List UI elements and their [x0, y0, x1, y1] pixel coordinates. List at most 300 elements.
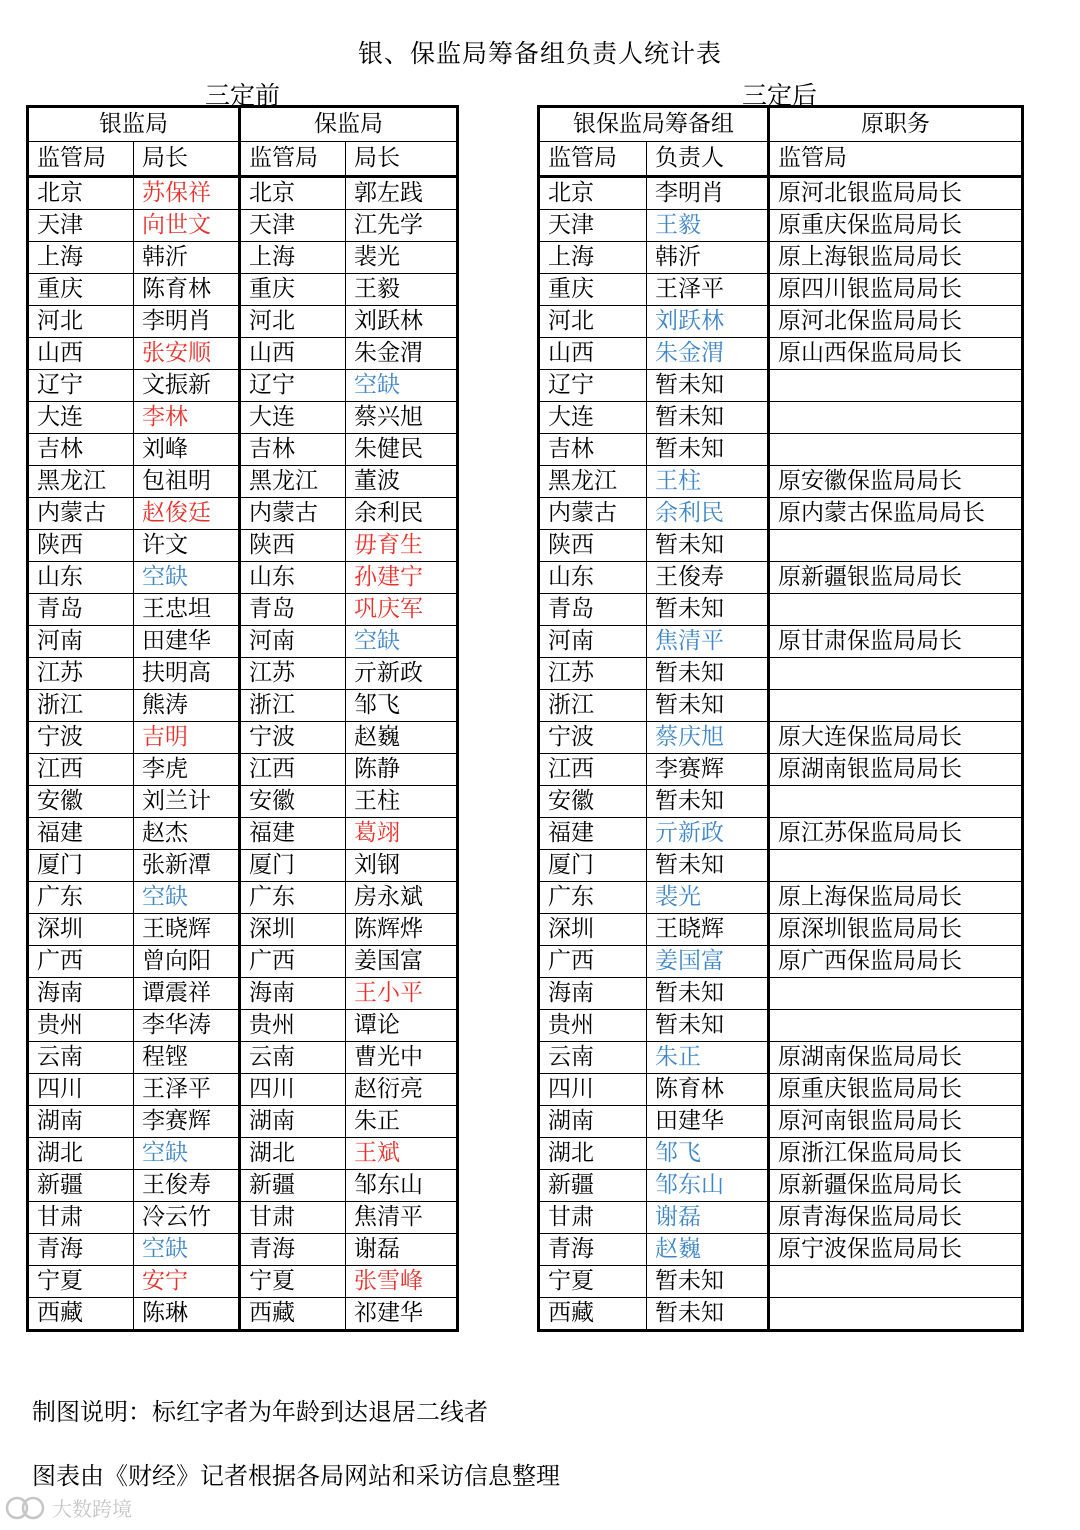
previous-role-cell: [769, 850, 1023, 882]
before-table-row: [28, 1106, 458, 1138]
before-table-row: [28, 914, 458, 946]
after-table-row: [539, 850, 1023, 882]
insurance-region-cell: 广西: [240, 946, 346, 978]
bank-region-cell: 浙江: [28, 690, 134, 722]
previous-role-cell: [769, 786, 1023, 818]
before-table: [26, 105, 459, 1332]
bank-head-cell: 曾向阳: [134, 946, 240, 978]
watermark-text: 大数跨境: [52, 1497, 132, 1521]
after-table-row: [539, 786, 1023, 818]
prep-region-cell: 广西: [539, 946, 647, 978]
after-table-row: [539, 882, 1023, 914]
after-table-row: [539, 1106, 1023, 1138]
insurance-region-cell: 安徽: [240, 786, 346, 818]
prep-region-header: 监管局: [539, 142, 647, 177]
after-table-row: [539, 946, 1023, 978]
insurance-head-cell: 朱正: [346, 1106, 458, 1138]
insurance-head-cell: 陈静: [346, 754, 458, 786]
bank-region-cell: 广东: [28, 882, 134, 914]
insurance-region-cell: 内蒙古: [240, 498, 346, 530]
previous-role-cell: [769, 978, 1023, 1010]
previous-role-cell: [769, 370, 1023, 402]
previous-role-cell: 原重庆保监局局长: [769, 210, 1023, 242]
after-table-row: [539, 274, 1023, 306]
insurance-head-cell: 王小平: [346, 978, 458, 1010]
bank-region-cell: 新疆: [28, 1170, 134, 1202]
bank-head-cell: 李明肖: [134, 306, 240, 338]
prep-person-cell: 暂未知: [647, 1266, 769, 1298]
prep-person-cell: 姜国富: [647, 946, 769, 978]
bank-region-cell: 吉林: [28, 434, 134, 466]
insurance-head-cell: 房永斌: [346, 882, 458, 914]
bank-region-cell: 安徽: [28, 786, 134, 818]
bank-head-cell: 赵俊廷: [134, 498, 240, 530]
bank-region-cell: 湖北: [28, 1138, 134, 1170]
bank-region-cell: 北京: [28, 177, 134, 210]
previous-role-header: 原职务: [769, 107, 1023, 142]
insurance-head-cell: 曹光中: [346, 1042, 458, 1074]
previous-role-cell: [769, 1266, 1023, 1298]
previous-role-cell: [769, 1298, 1023, 1331]
bank-head-cell: 韩沂: [134, 242, 240, 274]
previous-role-cell: [769, 434, 1023, 466]
insurance-region-cell: 深圳: [240, 914, 346, 946]
previous-role-cell: 原山西保监局局长: [769, 338, 1023, 370]
prep-region-cell: 海南: [539, 978, 647, 1010]
bank-head-cell: 空缺: [134, 882, 240, 914]
before-table-row: [28, 177, 458, 210]
prep-person-cell: 王柱: [647, 466, 769, 498]
prep-person-cell: 暂未知: [647, 786, 769, 818]
bank-head-cell: 扶明高: [134, 658, 240, 690]
bank-head-cell: 王忠坦: [134, 594, 240, 626]
prep-region-cell: 重庆: [539, 274, 647, 306]
previous-role-cell: 原湖南保监局局长: [769, 1042, 1023, 1074]
bank-head-cell: 赵杰: [134, 818, 240, 850]
insurance-head-cell: 王斌: [346, 1138, 458, 1170]
bank-head-cell: 李赛辉: [134, 1106, 240, 1138]
bank-region-cell: 海南: [28, 978, 134, 1010]
insurance-region-cell: 江西: [240, 754, 346, 786]
bank-region-cell: 内蒙古: [28, 498, 134, 530]
after-table-row: [539, 1234, 1023, 1266]
bank-head-cell: 许文: [134, 530, 240, 562]
bank-head-cell: 李华涛: [134, 1010, 240, 1042]
bank-region-cell: 辽宁: [28, 370, 134, 402]
prep-region-cell: 辽宁: [539, 370, 647, 402]
before-table-row: [28, 1074, 458, 1106]
previous-role-cell: 原四川银监局局长: [769, 274, 1023, 306]
bank-head-cell: 王泽平: [134, 1074, 240, 1106]
before-table-row: [28, 1234, 458, 1266]
bank-region-cell: 黑龙江: [28, 466, 134, 498]
before-table-row: [28, 274, 458, 306]
previous-role-cell: 原安徽保监局局长: [769, 466, 1023, 498]
bank-head-header: 局长: [134, 142, 240, 177]
insurance-head-cell: 董波: [346, 466, 458, 498]
prep-region-cell: 江苏: [539, 658, 647, 690]
after-table-row: [539, 594, 1023, 626]
insurance-head-cell: 朱健民: [346, 434, 458, 466]
prep-region-cell: 湖北: [539, 1138, 647, 1170]
before-table-row: [28, 370, 458, 402]
prep-region-cell: 甘肃: [539, 1202, 647, 1234]
after-table-row: [539, 914, 1023, 946]
prep-region-cell: 天津: [539, 210, 647, 242]
bank-head-cell: 田建华: [134, 626, 240, 658]
insurance-region-cell: 山西: [240, 338, 346, 370]
insurance-head-cell: 空缺: [346, 626, 458, 658]
insurance-region-cell: 西藏: [240, 1298, 346, 1331]
after-table-row: [539, 1170, 1023, 1202]
prep-region-cell: 吉林: [539, 434, 647, 466]
insurance-region-cell: 宁夏: [240, 1266, 346, 1298]
after-table-row: [539, 242, 1023, 274]
previous-role-cell: 原上海银监局局长: [769, 242, 1023, 274]
bank-region-cell: 广西: [28, 946, 134, 978]
bank-region-cell: 甘肃: [28, 1202, 134, 1234]
before-table-row: [28, 1202, 458, 1234]
previous-role-cell: [769, 690, 1023, 722]
insurance-head-cell: 刘钢: [346, 850, 458, 882]
prep-region-cell: 四川: [539, 1074, 647, 1106]
before-table-row: [28, 1170, 458, 1202]
insurance-head-cell: 祁建华: [346, 1298, 458, 1331]
prep-person-cell: 李赛辉: [647, 754, 769, 786]
prep-person-cell: 李明肖: [647, 177, 769, 210]
prep-region-cell: 内蒙古: [539, 498, 647, 530]
after-table-row: [539, 177, 1023, 210]
prep-region-cell: 浙江: [539, 690, 647, 722]
previous-role-cell: 原上海保监局局长: [769, 882, 1023, 914]
bank-head-cell: 向世文: [134, 210, 240, 242]
bank-head-cell: 陈琳: [134, 1298, 240, 1331]
after-table-row: [539, 498, 1023, 530]
insurance-region-header: 监管局: [240, 142, 346, 177]
before-table-row: [28, 210, 458, 242]
bank-region-cell: 大连: [28, 402, 134, 434]
insurance-region-cell: 北京: [240, 177, 346, 210]
previous-role-cell: [769, 1010, 1023, 1042]
bank-region-cell: 深圳: [28, 914, 134, 946]
prep-region-cell: 广东: [539, 882, 647, 914]
insurance-region-cell: 海南: [240, 978, 346, 1010]
after-table-row: [539, 402, 1023, 434]
insurance-region-cell: 福建: [240, 818, 346, 850]
prep-region-cell: 福建: [539, 818, 647, 850]
after-table-row: [539, 978, 1023, 1010]
previous-role-cell: 原深圳银监局局长: [769, 914, 1023, 946]
bank-head-cell: 苏保祥: [134, 177, 240, 210]
prep-person-cell: 暂未知: [647, 658, 769, 690]
prep-region-cell: 山东: [539, 562, 647, 594]
after-table-row: [539, 722, 1023, 754]
prep-person-cell: 暂未知: [647, 690, 769, 722]
after-table-row: [539, 1298, 1023, 1331]
bank-region-cell: 河北: [28, 306, 134, 338]
insurance-head-cell: 谢磊: [346, 1234, 458, 1266]
source-note: 图表由《财经》记者根据各局网站和采访信息整理: [32, 1462, 560, 1490]
bank-head-cell: 安宁: [134, 1266, 240, 1298]
before-table-row: [28, 690, 458, 722]
after-table-row: [539, 210, 1023, 242]
previous-role-cell: 原甘肃保监局局长: [769, 626, 1023, 658]
insurance-region-cell: 河北: [240, 306, 346, 338]
bank-region-cell: 江西: [28, 754, 134, 786]
before-table-row: [28, 1138, 458, 1170]
prep-person-cell: 王毅: [647, 210, 769, 242]
before-table-row: [28, 306, 458, 338]
prep-group-header: 银保监局筹备组: [539, 107, 769, 142]
bank-head-cell: 程铿: [134, 1042, 240, 1074]
bank-head-cell: 张新潭: [134, 850, 240, 882]
bank-region-cell: 福建: [28, 818, 134, 850]
after-table-row: [539, 1010, 1023, 1042]
after-table-row: [539, 1266, 1023, 1298]
before-table-row: [28, 434, 458, 466]
after-table-row: [539, 1202, 1023, 1234]
prep-region-cell: 陕西: [539, 530, 647, 562]
insurance-region-cell: 青海: [240, 1234, 346, 1266]
bank-region-cell: 宁波: [28, 722, 134, 754]
bank-head-cell: 吉明: [134, 722, 240, 754]
previous-role-cell: 原重庆银监局局长: [769, 1074, 1023, 1106]
prep-region-cell: 河南: [539, 626, 647, 658]
insurance-region-cell: 甘肃: [240, 1202, 346, 1234]
insurance-head-cell: 赵巍: [346, 722, 458, 754]
insurance-head-cell: 王柱: [346, 786, 458, 818]
bank-head-cell: 空缺: [134, 1234, 240, 1266]
before-table-row: [28, 242, 458, 274]
previous-role-cell: 原河北银监局局长: [769, 177, 1023, 210]
previous-role-cell: [769, 658, 1023, 690]
prep-region-cell: 新疆: [539, 1170, 647, 1202]
insurance-head-cell: 张雪峰: [346, 1266, 458, 1298]
prep-person-cell: 暂未知: [647, 850, 769, 882]
insurance-head-cell: 巩庆军: [346, 594, 458, 626]
bank-region-cell: 陕西: [28, 530, 134, 562]
insurance-region-cell: 山东: [240, 562, 346, 594]
insurance-region-cell: 湖北: [240, 1138, 346, 1170]
insurance-group-header: 保监局: [240, 107, 458, 142]
prep-region-cell: 深圳: [539, 914, 647, 946]
after-table-row: [539, 370, 1023, 402]
previous-role-cell: 原河南银监局局长: [769, 1106, 1023, 1138]
bank-region-cell: 四川: [28, 1074, 134, 1106]
insurance-region-cell: 新疆: [240, 1170, 346, 1202]
bank-head-cell: 陈育林: [134, 274, 240, 306]
prep-person-cell: 亓新政: [647, 818, 769, 850]
insurance-head-header: 局长: [346, 142, 458, 177]
bank-region-header: 监管局: [28, 142, 134, 177]
before-table-row: [28, 1010, 458, 1042]
insurance-region-cell: 云南: [240, 1042, 346, 1074]
prep-person-cell: 刘跃林: [647, 306, 769, 338]
previous-role-cell: 原宁波保监局局长: [769, 1234, 1023, 1266]
after-table-row: [539, 1138, 1023, 1170]
insurance-region-cell: 黑龙江: [240, 466, 346, 498]
bank-head-cell: 空缺: [134, 1138, 240, 1170]
insurance-region-cell: 江苏: [240, 658, 346, 690]
before-table-row: [28, 402, 458, 434]
prep-region-cell: 安徽: [539, 786, 647, 818]
prep-region-cell: 北京: [539, 177, 647, 210]
prep-person-cell: 裴光: [647, 882, 769, 914]
before-table-row: [28, 1266, 458, 1298]
bank-head-cell: 谭震祥: [134, 978, 240, 1010]
prep-region-cell: 青海: [539, 1234, 647, 1266]
insurance-region-cell: 河南: [240, 626, 346, 658]
after-table-row: [539, 466, 1023, 498]
prep-person-cell: 暂未知: [647, 530, 769, 562]
previous-region-header: 监管局: [769, 142, 1023, 177]
insurance-region-cell: 广东: [240, 882, 346, 914]
bank-region-cell: 上海: [28, 242, 134, 274]
prep-region-cell: 黑龙江: [539, 466, 647, 498]
before-table-row: [28, 466, 458, 498]
before-table-row: [28, 850, 458, 882]
prep-person-cell: 王俊寿: [647, 562, 769, 594]
bank-region-cell: 山西: [28, 338, 134, 370]
bank-region-cell: 山东: [28, 562, 134, 594]
previous-role-cell: 原新疆银监局局长: [769, 562, 1023, 594]
insurance-head-cell: 朱金渭: [346, 338, 458, 370]
insurance-region-cell: 四川: [240, 1074, 346, 1106]
prep-person-cell: 邹飞: [647, 1138, 769, 1170]
previous-role-cell: 原湖南银监局局长: [769, 754, 1023, 786]
bank-head-cell: 冷云竹: [134, 1202, 240, 1234]
prep-region-cell: 西藏: [539, 1298, 647, 1331]
previous-role-cell: [769, 594, 1023, 626]
prep-person-cell: 暂未知: [647, 434, 769, 466]
prep-region-cell: 山西: [539, 338, 647, 370]
insurance-region-cell: 青岛: [240, 594, 346, 626]
bank-head-cell: 王晓辉: [134, 914, 240, 946]
insurance-head-cell: 郭左践: [346, 177, 458, 210]
insurance-region-cell: 重庆: [240, 274, 346, 306]
bank-region-cell: 天津: [28, 210, 134, 242]
prep-region-cell: 河北: [539, 306, 647, 338]
legend-note: 制图说明：标红字者为年龄到达退居二线者: [32, 1398, 488, 1426]
before-table-row: [28, 946, 458, 978]
after-table-row: [539, 530, 1023, 562]
insurance-region-cell: 天津: [240, 210, 346, 242]
prep-person-header: 负责人: [647, 142, 769, 177]
bank-region-cell: 厦门: [28, 850, 134, 882]
bank-region-cell: 青岛: [28, 594, 134, 626]
insurance-head-cell: 空缺: [346, 370, 458, 402]
after-table-row: [539, 434, 1023, 466]
previous-role-cell: 原浙江保监局局长: [769, 1138, 1023, 1170]
insurance-region-cell: 浙江: [240, 690, 346, 722]
before-caption: 三定前: [205, 81, 281, 110]
insurance-head-cell: 余利民: [346, 498, 458, 530]
after-table-row: [539, 626, 1023, 658]
previous-role-cell: [769, 402, 1023, 434]
prep-person-cell: 暂未知: [647, 594, 769, 626]
before-table-row: [28, 1298, 458, 1331]
prep-person-cell: 暂未知: [647, 978, 769, 1010]
watermark: [4, 1493, 132, 1522]
after-table-row: [539, 690, 1023, 722]
prep-region-cell: 宁波: [539, 722, 647, 754]
bank-group-header: 银监局: [28, 107, 240, 142]
before-table-row: [28, 530, 458, 562]
after-table-row: [539, 338, 1023, 370]
after-table-row: [539, 306, 1023, 338]
bank-head-cell: 李虎: [134, 754, 240, 786]
after-caption: 三定后: [742, 81, 818, 110]
bank-head-cell: 张安顺: [134, 338, 240, 370]
insurance-region-cell: 陕西: [240, 530, 346, 562]
prep-person-cell: 王泽平: [647, 274, 769, 306]
insurance-head-cell: 孙建宁: [346, 562, 458, 594]
prep-person-cell: 赵巍: [647, 1234, 769, 1266]
before-table-row: [28, 626, 458, 658]
insurance-head-cell: 毋育生: [346, 530, 458, 562]
bank-region-cell: 重庆: [28, 274, 134, 306]
insurance-region-cell: 宁波: [240, 722, 346, 754]
insurance-head-cell: 邹东山: [346, 1170, 458, 1202]
bank-head-cell: 刘兰计: [134, 786, 240, 818]
previous-role-cell: 原河北保监局局长: [769, 306, 1023, 338]
before-table-row: [28, 338, 458, 370]
prep-region-cell: 宁夏: [539, 1266, 647, 1298]
bank-head-cell: 李林: [134, 402, 240, 434]
before-table-row: [28, 818, 458, 850]
bank-head-cell: 熊涛: [134, 690, 240, 722]
bank-head-cell: 文振新: [134, 370, 240, 402]
before-table-row: [28, 754, 458, 786]
bank-region-cell: 青海: [28, 1234, 134, 1266]
prep-person-cell: 朱金渭: [647, 338, 769, 370]
insurance-head-cell: 刘跃林: [346, 306, 458, 338]
insurance-head-cell: 赵衍亮: [346, 1074, 458, 1106]
prep-region-cell: 上海: [539, 242, 647, 274]
after-table-row: [539, 754, 1023, 786]
insurance-head-cell: 姜国富: [346, 946, 458, 978]
previous-role-cell: 原内蒙古保监局局长: [769, 498, 1023, 530]
after-table: [537, 105, 1024, 1332]
prep-person-cell: 陈育林: [647, 1074, 769, 1106]
before-table-row: [28, 722, 458, 754]
insurance-head-cell: 亓新政: [346, 658, 458, 690]
bank-region-cell: 宁夏: [28, 1266, 134, 1298]
prep-person-cell: 韩沂: [647, 242, 769, 274]
prep-region-cell: 青岛: [539, 594, 647, 626]
insurance-head-cell: 裴光: [346, 242, 458, 274]
insurance-region-cell: 湖南: [240, 1106, 346, 1138]
prep-person-cell: 暂未知: [647, 1298, 769, 1331]
before-table-row: [28, 658, 458, 690]
bank-region-cell: 西藏: [28, 1298, 134, 1331]
previous-role-cell: 原广西保监局局长: [769, 946, 1023, 978]
prep-person-cell: 王晓辉: [647, 914, 769, 946]
prep-person-cell: 暂未知: [647, 370, 769, 402]
insurance-region-cell: 厦门: [240, 850, 346, 882]
bank-region-cell: 湖南: [28, 1106, 134, 1138]
previous-role-cell: 原大连保监局局长: [769, 722, 1023, 754]
insurance-head-cell: 邹飞: [346, 690, 458, 722]
bank-head-cell: 空缺: [134, 562, 240, 594]
insurance-head-cell: 谭论: [346, 1010, 458, 1042]
prep-person-cell: 邹东山: [647, 1170, 769, 1202]
page-title: 银、保监局筹备组负责人统计表: [357, 39, 722, 68]
insurance-region-cell: 辽宁: [240, 370, 346, 402]
before-table-row: [28, 1042, 458, 1074]
insurance-region-cell: 吉林: [240, 434, 346, 466]
before-table-row: [28, 882, 458, 914]
